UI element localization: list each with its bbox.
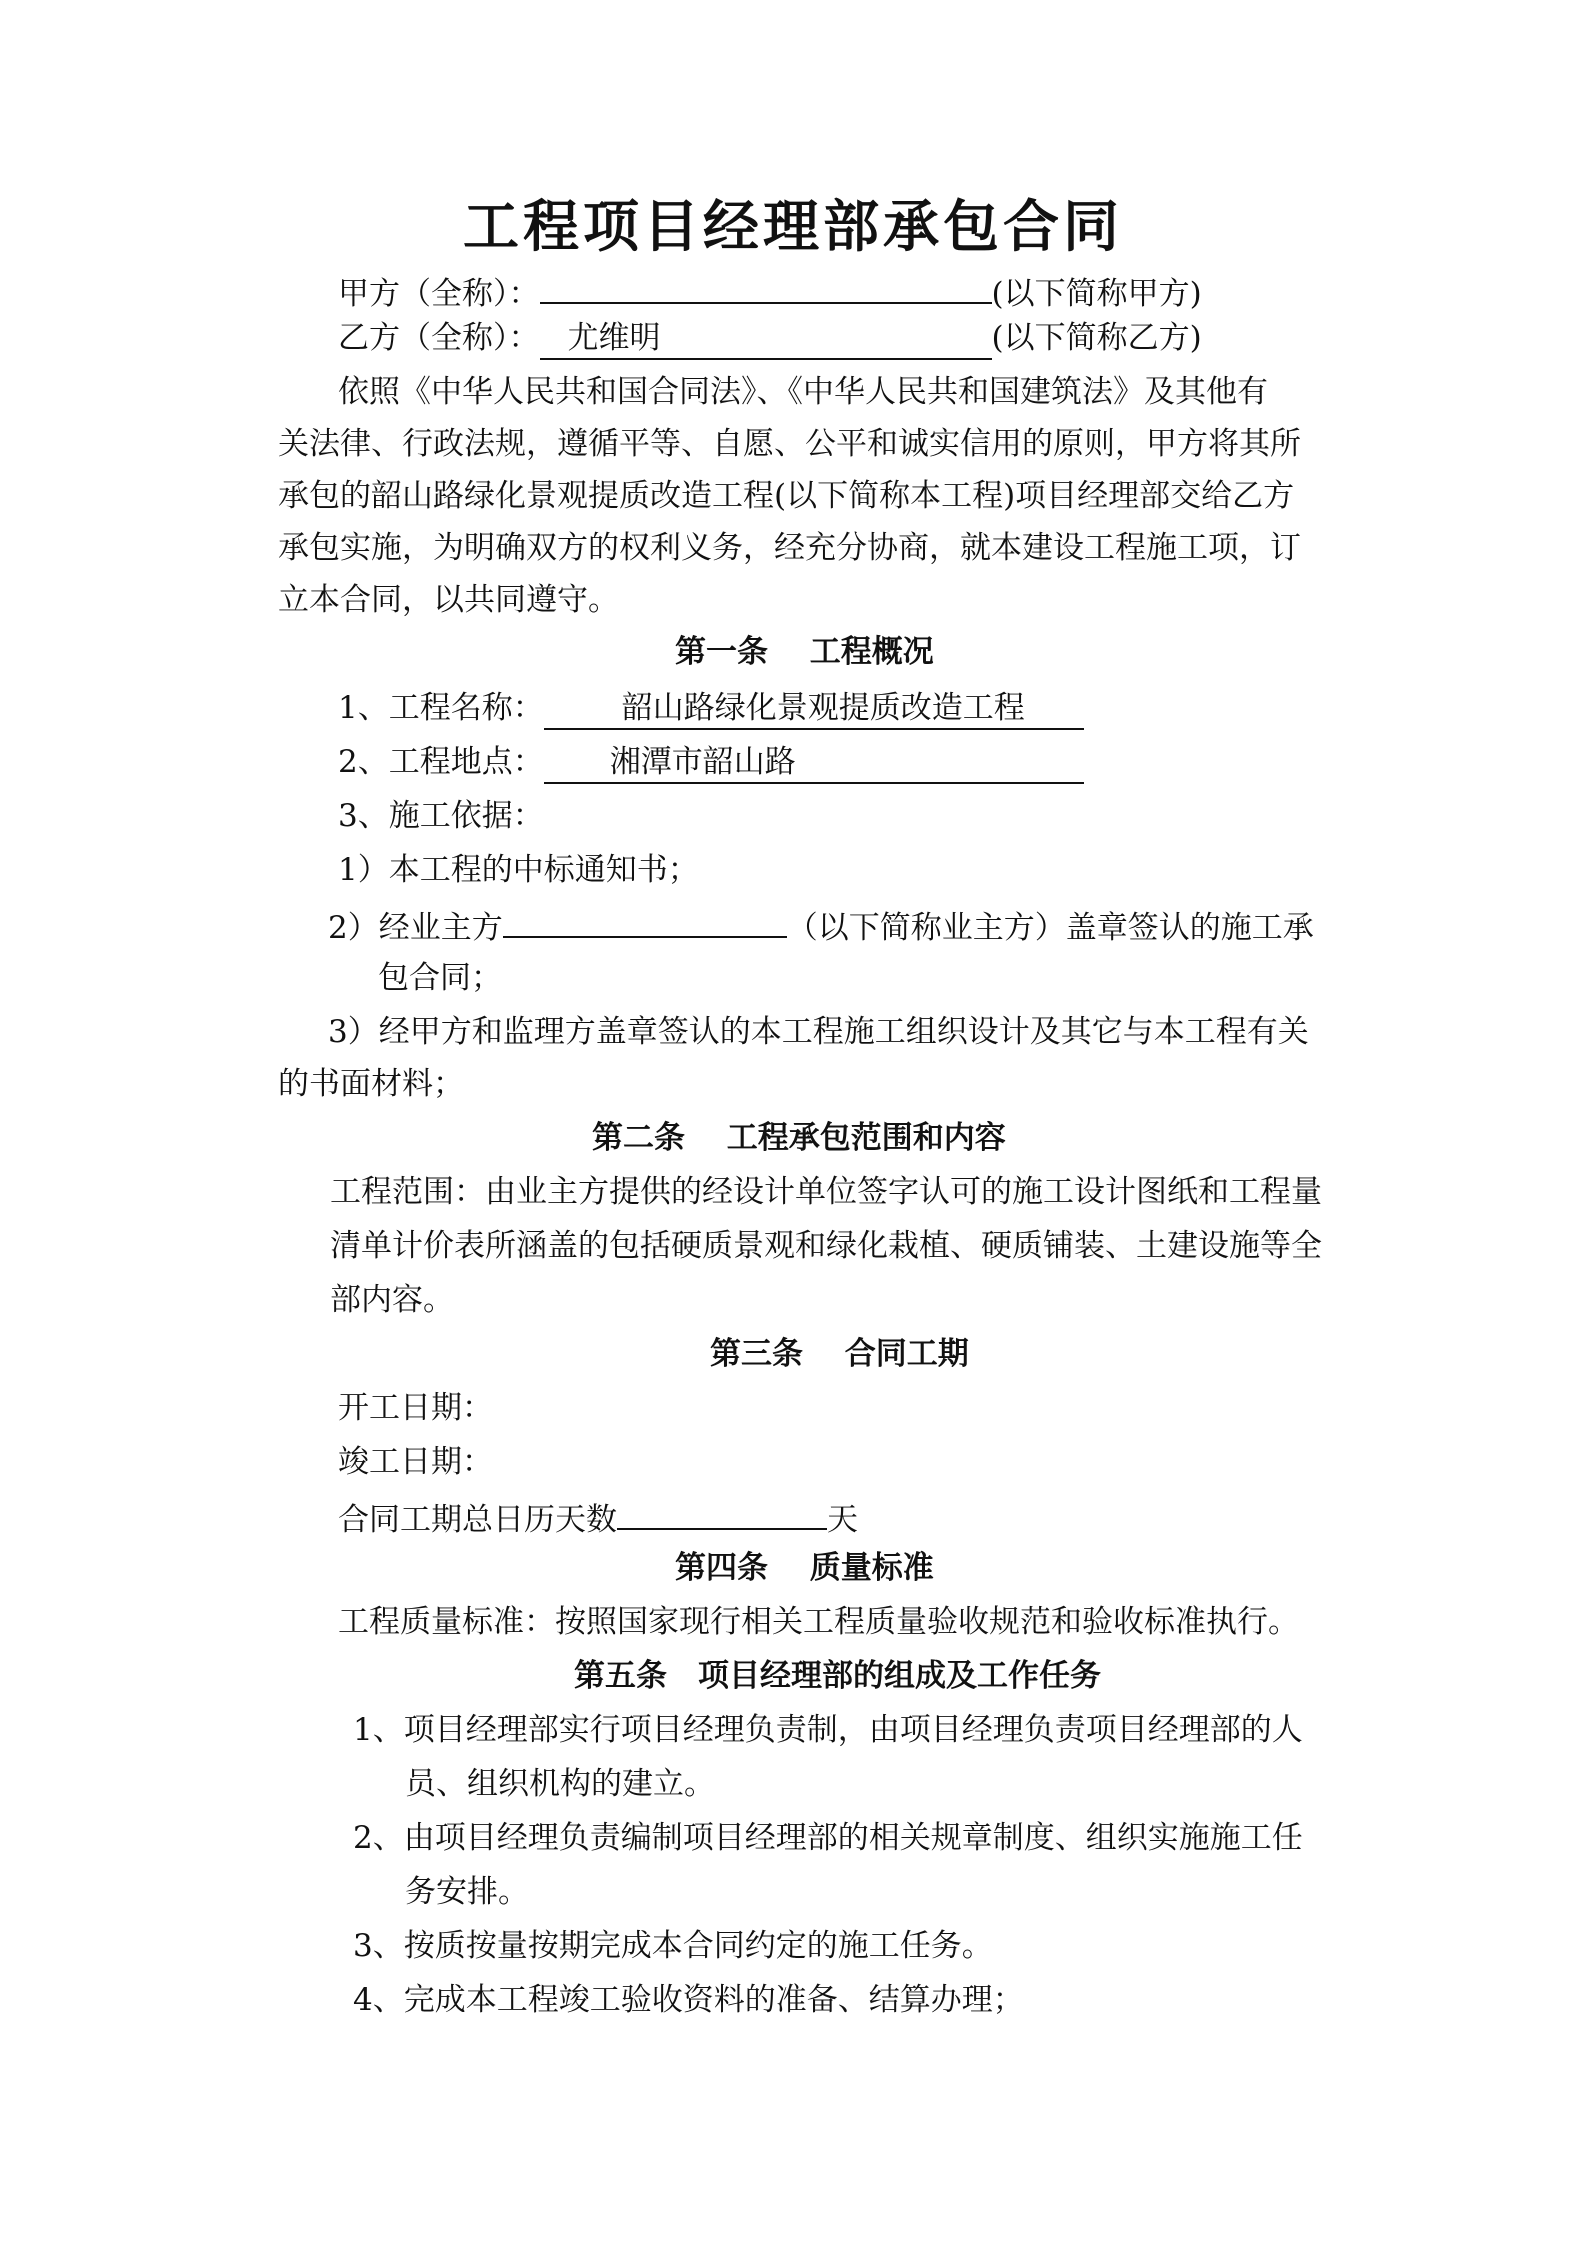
project-name-line [338,688,1084,730]
quality-standard: 工程质量标准：按照国家现行相关工程质量验收规范和验收标准执行。 [338,1604,1299,1640]
scope-line: 部内容。 [330,1282,454,1318]
preamble-line: 依照《中华人民共和国合同法》、《中华人民共和国建筑法》及其他有 [338,374,1268,410]
page-title: 工程项目经理部承包合同 [463,194,1123,260]
article-2-heading: 第二条 工程承包范围和内容 [592,1120,1006,1156]
preamble-line: 立本合同，以共同遵守。 [278,582,619,618]
total-days-blank [617,1496,827,1530]
party-a-blank [540,270,992,304]
article-5-item-1: 1、项目经理部实行项目经理负责制，由项目经理负责项目经理部的人 [353,1712,1303,1748]
scope-line: 清单计价表所涵盖的包括硬质景观和绿化栽植、硬质铺装、土建设施等全 [330,1228,1322,1264]
basis-item-2: 2）经业主方 （以下简称业主方）盖章签认的施工承 [328,904,1314,948]
scope-line: 工程范围：由业主方提供的经设计单位签字认可的施工设计图纸和工程量 [330,1174,1322,1210]
party-b-value: 尤维明 [540,318,992,360]
article-5-item-2: 2、由项目经理负责编制项目经理部的相关规章制度、组织实施施工任 [353,1820,1303,1856]
article-4-heading: 第四条 质量标准 [675,1550,934,1586]
completion-date-label: 竣工日期： [338,1444,493,1480]
project-name-value: 韶山路绿化景观提质改造工程 [544,688,1084,730]
basis-item-1: 1）本工程的中标通知书； [338,852,699,888]
preamble-line: 承包的韶山路绿化景观提质改造工程(以下简称本工程)项目经理部交给乙方 [278,478,1295,514]
article-1-heading: 第一条 工程概况 [675,634,934,670]
project-name-label: 1、工程名称： [338,690,544,726]
project-location-label: 2、工程地点： [338,744,544,780]
article-5-item-1-cont: 员、组织机构的建立。 [405,1766,715,1802]
project-location-line [338,742,1084,784]
basis-item-3: 3）经甲方和监理方盖章签认的本工程施工组织设计及其它与本工程有关 [328,1014,1309,1050]
article-5-item-2-cont: 务安排。 [405,1874,529,1910]
basis-item-2-cont: 包合同； [378,960,502,996]
article-3-heading: 第三条 合同工期 [710,1336,969,1372]
start-date-label: 开工日期： [338,1390,493,1426]
basis-item-3-cont: 的书面材料； [278,1066,464,1102]
construction-basis-label: 3、施工依据： [338,798,544,834]
party-b-line [338,318,1202,360]
article-5-item-3: 3、按质按量按期完成本合同约定的施工任务。 [353,1928,993,1964]
preamble-line: 关法律、行政法规，遵循平等、自愿、公平和诚实信用的原则，甲方将其所 [278,426,1301,462]
party-b-suffix: (以下简称乙方) [991,320,1202,356]
party-a-line [338,270,1202,314]
preamble-line: 承包实施，为明确双方的权利义务，经充分协商，就本建设工程施工项，订 [278,530,1301,566]
project-location-value: 湘潭市韶山路 [544,742,1084,784]
article-5-item-4: 4、完成本工程竣工验收资料的准备、结算办理； [353,1982,1024,2018]
article-5-heading: 第五条 项目经理部的组成及工作任务 [574,1658,1101,1694]
party-a-suffix: (以下简称甲方) [991,276,1202,312]
party-b-label: 乙方（全称）： [338,320,540,356]
total-days-line: 合同工期总日历天数 天 [338,1496,858,1540]
party-a-label: 甲方（全称）： [338,276,540,312]
owner-blank [503,904,787,938]
